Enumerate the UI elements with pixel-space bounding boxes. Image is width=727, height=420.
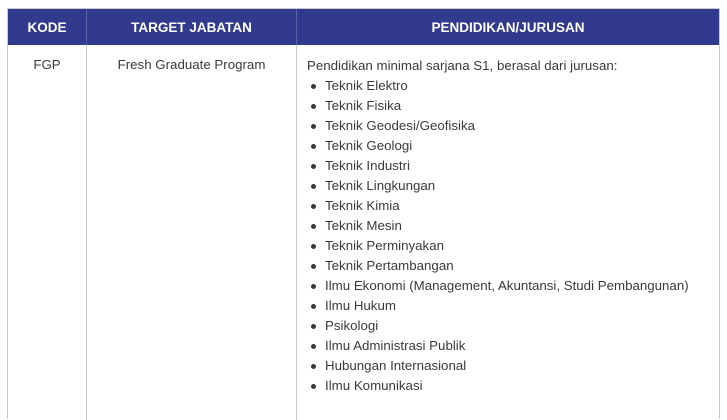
list-item: Hubungan Internasional xyxy=(325,356,719,376)
list-item: Ilmu Administrasi Publik xyxy=(325,336,719,356)
list-item: Teknik Lingkungan xyxy=(325,176,719,196)
list-item: Ilmu Hukum xyxy=(325,296,719,316)
cell-pendidikan xyxy=(297,45,719,420)
list-item: Teknik Geologi xyxy=(325,136,719,156)
list-item: Teknik Industri xyxy=(325,156,719,176)
list-item: Teknik Kimia xyxy=(325,196,719,216)
pendidikan-intro: Pendidikan minimal sarjana S1, berasal dari jurusan: xyxy=(307,58,618,73)
list-item: Teknik Geodesi/Geofisika xyxy=(325,116,719,136)
list-item: Ilmu Ekonomi (Management, Akuntansi, Studi Pembangunan) xyxy=(325,276,719,296)
list-item: Teknik Elektro xyxy=(325,76,719,96)
table-header xyxy=(8,9,719,45)
header-target-jabatan: TARGET JABATAN xyxy=(87,9,297,45)
header-kode: KODE xyxy=(8,9,87,45)
list-item: Teknik Fisika xyxy=(325,96,719,116)
cell-kode: FGP xyxy=(8,45,87,420)
jurusan-list xyxy=(307,76,719,396)
cell-target-jabatan: Fresh Graduate Program xyxy=(87,45,297,420)
list-item: Teknik Perminyakan xyxy=(325,236,719,256)
list-item: Psikologi xyxy=(325,316,719,336)
list-item: Teknik Pertambangan xyxy=(325,256,719,276)
table-row xyxy=(8,45,719,420)
header-pendidikan-jurusan: PENDIDIKAN/JURUSAN xyxy=(431,19,585,35)
list-item: Ilmu Komunikasi xyxy=(325,376,719,396)
list-item: Teknik Mesin xyxy=(325,216,719,236)
requirements-table xyxy=(7,8,720,419)
